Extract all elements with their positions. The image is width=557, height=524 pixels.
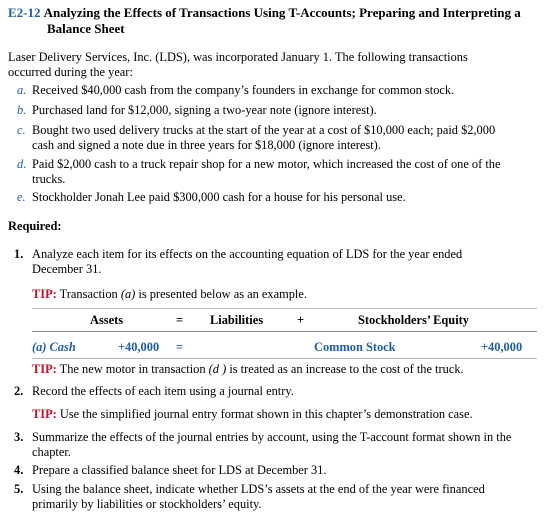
tip-label: TIP: [32, 362, 57, 376]
transaction-letter: b. [17, 103, 27, 117]
tip-2 [32, 362, 464, 377]
equation-row-label: (a) Cash [32, 340, 76, 354]
tip-3 [32, 407, 473, 422]
equation-row-account: Common Stock [314, 340, 396, 354]
tip-label: TIP: [32, 407, 57, 421]
requirement-text-line1: Using the balance sheet, indicate whether LDS’s assets at the end of the year were financed [32, 482, 485, 496]
requirement-number: 2. [14, 384, 24, 398]
requirement-4 [14, 463, 550, 478]
exercise-header [8, 5, 548, 36]
tip-text: The new motor in transaction [59, 362, 209, 376]
exercise-number: E2-12 [8, 5, 41, 20]
exercise-title-line2: Balance Sheet [47, 21, 125, 36]
table-top-rule [32, 308, 537, 309]
equation-row-equals: = [176, 340, 184, 354]
exercise-title: Analyzing the Effects of Transactions Using T-Accounts; Preparing and Interpreting a [43, 5, 521, 20]
table-header-rule [32, 331, 537, 332]
transaction-letter: a. [17, 83, 27, 97]
equation-equity-header: Stockholders’ Equity [358, 313, 469, 327]
transaction-b [8, 103, 552, 118]
requirement-text-line1: Record the effects of each item using a journal entry. [32, 384, 294, 398]
tip-text: Transaction [59, 287, 121, 301]
transaction-c [8, 123, 552, 153]
transaction-text-line2: trucks. [32, 172, 66, 186]
transaction-letter: d. [17, 157, 27, 171]
equation-row-amount: +40,000 [481, 340, 523, 354]
transaction-d [8, 157, 552, 187]
requirement-number: 1. [14, 247, 24, 261]
transaction-letter: e. [17, 190, 26, 204]
transaction-text-line2: cash and signed a note due in three years for $18,000 (ignore interest). [32, 138, 381, 152]
transaction-text-line1: Bought two used delivery trucks at the start of the year at a cost of $10,000 each; paid $2,000 [32, 123, 496, 137]
tip-text: is treated as an increase to the cost of the truck. [226, 362, 464, 376]
requirement-text-line2: chapter. [32, 445, 71, 459]
intro-paragraph [8, 50, 550, 80]
equation-assets-header: Assets [90, 313, 124, 327]
requirement-number: 4. [14, 463, 24, 477]
tip-text: is presented below as an example. [135, 287, 307, 301]
requirement-number: 3. [14, 430, 24, 444]
requirement-1 [14, 247, 550, 277]
equation-liabilities-header: Liabilities [210, 313, 264, 327]
equation-equals: = [176, 313, 184, 327]
tip-1 [32, 287, 307, 302]
transaction-letter: c. [17, 123, 26, 137]
tip-label: TIP: [32, 287, 57, 301]
tip-letter: (a) [120, 287, 136, 301]
requirement-2 [14, 384, 550, 399]
tip-text: Use the simplified journal entry format shown in this chapter’s demonstration case. [59, 407, 473, 421]
intro-line: occurred during the year: [8, 65, 133, 79]
requirement-text-line2: primarily by liabilities or stockholders’ equity. [32, 497, 262, 511]
tip-letter: (d ) [208, 362, 227, 376]
transaction-text: Purchased land for $12,000, signing a two-year note (ignore interest). [32, 103, 377, 117]
transaction-e [8, 190, 552, 205]
requirement-text-line1: Prepare a classified balance sheet for LDS at December 31. [32, 463, 327, 477]
required-heading: Required: [8, 219, 62, 233]
requirement-number: 5. [14, 482, 24, 496]
requirement-3 [14, 430, 550, 460]
requirement-text-line1: Summarize the effects of the journal entries by account, using the T-account format shown in the [32, 430, 512, 444]
transaction-text-line1: Paid $2,000 cash to a truck repair shop for a new motor, which increased the cost of one of the [32, 157, 501, 171]
transaction-text: Stockholder Jonah Lee paid $300,000 cash for a house for his personal use. [32, 190, 406, 204]
intro-line: Laser Delivery Services, Inc. (LDS), was incorporated January 1. The following transactions [8, 50, 468, 64]
table-bottom-rule [32, 358, 537, 359]
transaction-text: Received $40,000 cash from the company’s founders in exchange for common stock. [32, 83, 455, 97]
equation-plus: + [297, 313, 305, 327]
requirement-text-line1: Analyze each item for its effects on the accounting equation of LDS for the year ended [32, 247, 463, 261]
equation-row-cash: +40,000 [118, 340, 160, 354]
requirement-text-line2: December 31. [32, 262, 102, 276]
requirement-5 [14, 482, 550, 512]
transaction-a [8, 83, 552, 98]
